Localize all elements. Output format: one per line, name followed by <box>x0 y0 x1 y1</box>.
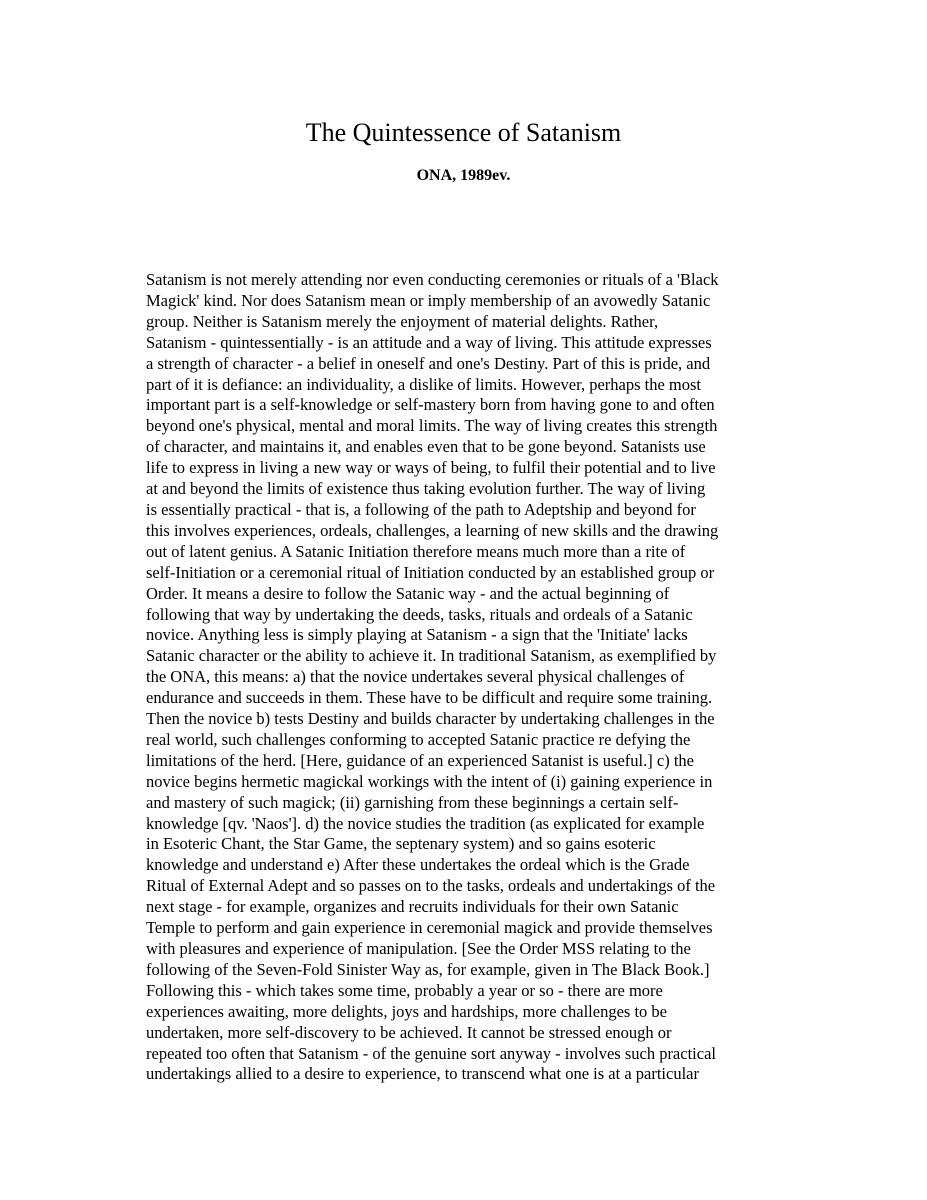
text-line: limitations of the herd. [Here, guidance of an experienced Satanist is useful.] c) the <box>146 750 694 770</box>
text-line: a strength of character - a belief in oneself and one's Destiny. Part of this is pride, and <box>146 353 711 373</box>
text-line: Then the novice b) tests Destiny and builds character by undertaking challenges in the <box>146 709 715 729</box>
text-line: in Esoteric Chant, the Star Game, the septenary system) and so gains esoteric <box>146 834 656 854</box>
text-line: undertakings allied to a desire to experience, to transcend what one is at a particular <box>146 1064 699 1084</box>
text-line: part of it is defiance: an individuality, a dislike of limits. However, perhaps the most <box>146 374 702 394</box>
text-line: the ONA, this means: a) that the novice undertakes several physical challenges of <box>146 667 685 687</box>
text-line: Ritual of External Adept and so passes on to the tasks, ordeals and undertakings of the <box>146 876 716 896</box>
text-line: Magick' kind. Nor does Satanism mean or imply membership of an avowedly Satanic <box>146 290 711 310</box>
text-line: Satanism - quintessentially - is an attitude and a way of living. This attitude expresses <box>146 332 712 352</box>
body-paragraph <box>146 270 796 1085</box>
text-line: Following this - which takes some time, probably a year or so - there are more <box>146 980 663 1000</box>
text-line: novice. Anything less is simply playing at Satanism - a sign that the 'Initiate' lacks <box>146 625 688 645</box>
text-line: knowledge and understand e) After these undertakes the ordeal which is the Grade <box>146 855 690 875</box>
document-title: The Quintessence of Satanism <box>305 118 622 147</box>
text-line: self-Initiation or a ceremonial ritual of Initiation conducted by an established group or <box>146 562 715 582</box>
text-line: repeated too often that Satanism - of the genuine sort anyway - involves such practical <box>146 1043 716 1063</box>
text-line: Satanism is not merely attending nor even conducting ceremonies or rituals of a 'Black <box>146 270 719 289</box>
text-line: next stage - for example, organizes and recruits individuals for their own Satanic <box>146 897 679 917</box>
text-line: at and beyond the limits of existence thus taking evolution further. The way of living <box>146 479 706 499</box>
text-line: undertaken, more self-discovery to be achieved. It cannot be stressed enough or <box>146 1022 672 1042</box>
text-line: with pleasures and experience of manipulation. [See the Order MSS relating to the <box>146 939 691 958</box>
text-line: following of the Seven-Fold Sinister Way as, for example, given in The Black Book.] <box>146 959 710 979</box>
document-byline: ONA, 1989ev. <box>416 167 511 184</box>
text-line: life to express in living a new way or ways of being, to fulfil their potential and to live <box>146 458 716 478</box>
text-line: important part is a self-knowledge or self-mastery born from having gone to and often <box>146 395 715 415</box>
text-line: following that way by undertaking the deeds, tasks, rituals and ordeals of a Satanic <box>146 604 693 624</box>
text-line: out of latent genius. A Satanic Initiation therefore means much more than a rite of <box>146 541 686 561</box>
text-line: experiences awaiting, more delights, joys and hardships, more challenges to be <box>146 1001 667 1021</box>
text-line: endurance and succeeds in them. These have to be difficult and require some training. <box>146 688 713 708</box>
text-line: group. Neither is Satanism merely the enjoyment of material delights. Rather, <box>146 311 659 331</box>
text-line: is essentially practical - that is, a following of the path to Adeptship and beyond for <box>146 499 696 519</box>
text-line: Order. It means a desire to follow the Satanic way - and the actual beginning of <box>146 583 670 603</box>
text-line: this involves experiences, ordeals, challenges, a learning of new skills and the drawing <box>146 520 719 540</box>
text-line: and mastery of such magick; (ii) garnishing from these beginnings a certain self- <box>146 792 679 812</box>
text-line: Satanic character or the ability to achieve it. In traditional Satanism, as exemplified by <box>146 646 717 666</box>
text-line: beyond one's physical, mental and moral limits. The way of living creates this strength <box>146 416 718 436</box>
text-line: knowledge [qv. 'Naos']. d) the novice studies the tradition (as explicated for example <box>146 813 705 833</box>
text-line: novice begins hermetic magickal workings with the intent of (i) gaining experience in <box>146 771 713 791</box>
text-line: real world, such challenges conforming to accepted Satanic practice re defying the <box>146 729 691 749</box>
text-line: Temple to perform and gain experience in ceremonial magick and provide themselves <box>146 918 713 938</box>
text-line: of character, and maintains it, and enables even that to be gone beyond. Satanists use <box>146 437 706 457</box>
